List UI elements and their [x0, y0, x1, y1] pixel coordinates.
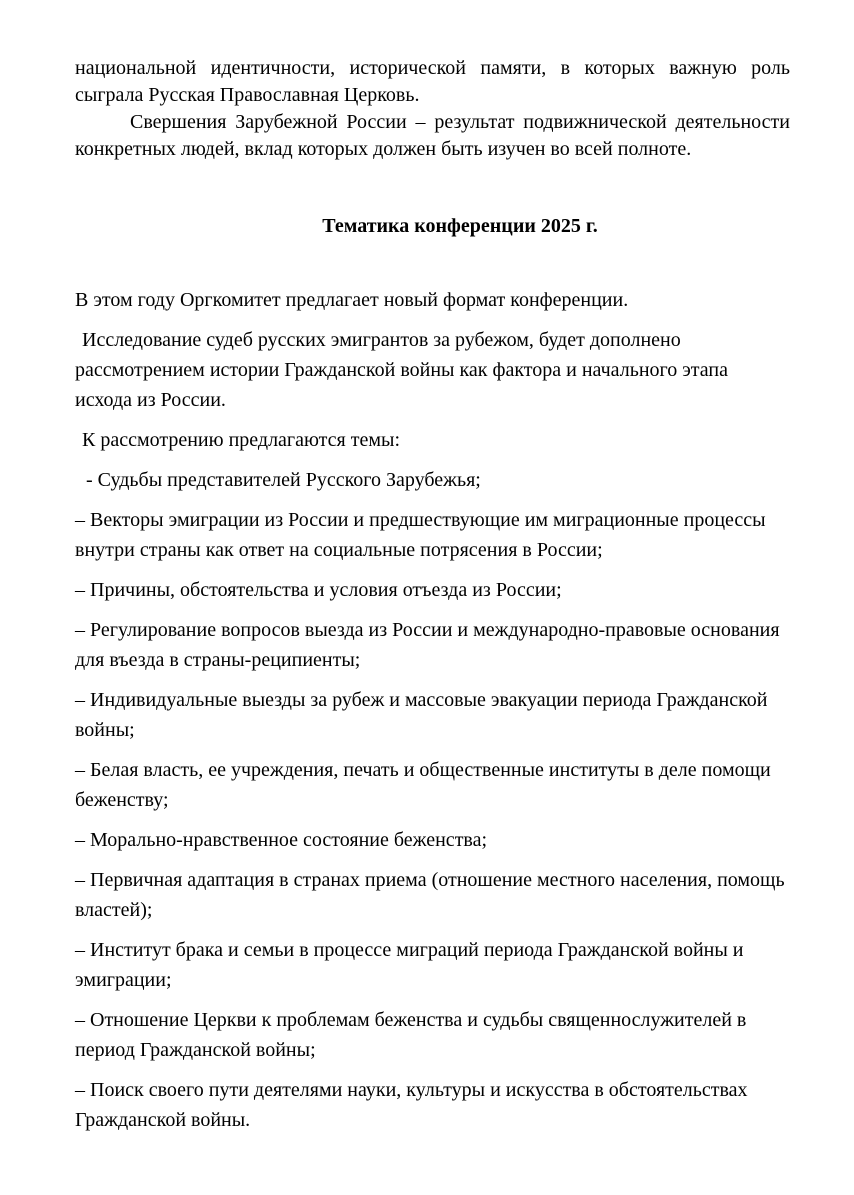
paragraph-intro-2: Свершения Зарубежной России – результат подвижнической деятельности конкретных людей, вклад которых должен быть изучен во всей полноте.: [75, 111, 790, 160]
list-item: – Первичная адаптация в странах приема (отношение местного населения, помощь властей);: [75, 869, 785, 921]
paragraph: В этом году Оргкомитет предлагает новый формат конференции.: [75, 289, 629, 311]
list-item: – Отношение Церкви к проблемам беженства и судьбы священнослужителей в период Гражданской войны;: [75, 1009, 747, 1061]
paragraph: К рассмотрению предлагаются темы:: [82, 429, 401, 451]
list-item: – Причины, обстоятельства и условия отъезда из России;: [75, 579, 562, 601]
list-item: – Поиск своего пути деятелями науки, культуры и искусства в обстоятельствах Гражданской войны.: [75, 1079, 748, 1131]
list-item: – Векторы эмиграции из России и предшествующие им миграционные процессы внутри страны как ответ на социальные потрясения в России;: [75, 509, 766, 561]
paragraph-intro-1: национальной идентичности, исторической памяти, в которых важную роль сыграла Русская Православная Церковь.: [75, 57, 790, 106]
paragraph: Исследование судеб русских эмигрантов за рубежом, будет дополнено рассмотрением истории Гражданской войны как фактора и начального этапа исхода из России.: [75, 329, 728, 411]
list-item: – Регулирование вопросов выезда из России и международно-правовые основания для въезда в страны-реципиенты;: [75, 619, 780, 671]
list-item: – Институт брака и семьи в процессе миграций периода Гражданской войны и эмиграции;: [75, 939, 744, 991]
list-item: – Белая власть, ее учреждения, печать и общественные институты в деле помощи беженству;: [75, 759, 771, 811]
section-title: Тематика конференции 2025 г.: [322, 215, 598, 237]
list-item: – Морально-нравственное состояние беженства;: [75, 829, 488, 851]
list-item: - Судьбы представителей Русского Зарубежья;: [86, 469, 481, 491]
list-item: – Индивидуальные выезды за рубеж и массовые эвакуации периода Гражданской войны;: [75, 689, 768, 741]
